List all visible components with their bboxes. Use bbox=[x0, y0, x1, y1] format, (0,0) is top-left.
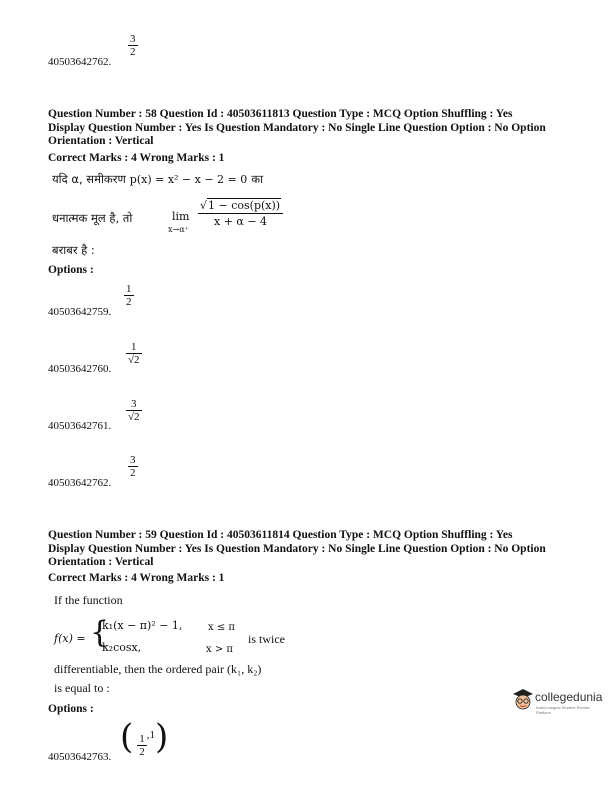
fraction-denominator: √2 bbox=[128, 354, 140, 366]
case-1-condition: x ≤ π bbox=[208, 622, 235, 633]
after-cases-text: is twice bbox=[248, 632, 285, 646]
fraction-denominator: 2 bbox=[126, 296, 132, 308]
option-fraction[interactable] bbox=[124, 283, 134, 308]
fraction-numerator: 3 bbox=[131, 398, 137, 410]
limit-subscript: x→α⁺ bbox=[168, 225, 189, 234]
option-id: 40503642759. bbox=[48, 306, 112, 318]
fraction-numerator: 1 bbox=[126, 283, 132, 295]
case-2-condition: x > π bbox=[206, 644, 233, 655]
case-1: k₁(x − π)² − 1, bbox=[102, 619, 183, 632]
option-id: 40503642760. bbox=[48, 363, 112, 375]
fraction-denominator: √2 bbox=[128, 411, 140, 423]
limit-symbol: lim bbox=[172, 210, 190, 223]
question-58-text-line3: बराबर है : bbox=[52, 243, 95, 257]
header-line: Display Question Number : Yes Is Question Mandatory : No Single Line Question Option : No Option bbox=[48, 121, 546, 134]
option-ordered-pair[interactable]: ( $\frac{1}{2}$ $^{,1}$) bbox=[120, 717, 169, 758]
fraction-denominator: 2 bbox=[130, 467, 136, 479]
option-id: 40503642763. bbox=[48, 751, 112, 763]
question-59-line3: is equal to : bbox=[54, 681, 110, 695]
fraction-numerator: √1 − cos(p(x)) bbox=[200, 199, 281, 212]
question-59-intro: If the function bbox=[54, 593, 123, 607]
fraction-numerator: 3 bbox=[130, 454, 136, 466]
sqrt-radicand: 1 − cos(p(x)) bbox=[208, 199, 281, 212]
question-58-text-line2: धनात्मक मूल है, तो bbox=[52, 211, 133, 225]
options-label: Options : bbox=[48, 264, 94, 276]
logo-tagline: India's largest Student Review Platform bbox=[536, 705, 590, 715]
header-line: Orientation : Vertical bbox=[48, 135, 154, 147]
fraction-denominator: x + α − 4 bbox=[214, 215, 268, 228]
header-line: Question Number : 58 Question Id : 40503611813 Question Type : MCQ Option Shuffling : Yes bbox=[48, 108, 513, 120]
options-label: Options : bbox=[48, 703, 94, 715]
logo-text: collegedunia bbox=[535, 690, 603, 704]
question-58-header bbox=[48, 108, 588, 149]
brace-symbol: { bbox=[90, 615, 110, 650]
option-fraction[interactable] bbox=[126, 398, 142, 423]
question-59-line2: differentiable, then the ordered pair (k₁, k₂) bbox=[54, 662, 262, 676]
pair-second-value: 1 bbox=[149, 729, 156, 741]
option-id: 40503642762. bbox=[48, 56, 112, 68]
option-id: 40503642761. bbox=[48, 420, 112, 432]
question-59-header bbox=[48, 529, 588, 570]
close-paren: ) bbox=[155, 717, 169, 757]
fraction-numerator: 1 bbox=[139, 733, 145, 745]
option-id: 40503642762. bbox=[48, 477, 112, 489]
question-58-text-line1 bbox=[52, 170, 263, 188]
case-2: k₂cosx, bbox=[102, 641, 142, 654]
hindi-text: यदि α, समीकरण bbox=[52, 172, 126, 186]
option-fraction[interactable] bbox=[126, 341, 142, 366]
hindi-text: का bbox=[251, 172, 264, 186]
fraction-numerator: 3 bbox=[130, 33, 136, 45]
fraction-numerator: 1 bbox=[131, 341, 137, 353]
fraction-denominator: 2 bbox=[139, 746, 145, 758]
fraction-denominator: 2 bbox=[130, 46, 136, 58]
option-fraction[interactable] bbox=[128, 454, 138, 479]
function-label: f(x) = bbox=[54, 632, 86, 645]
limit-fraction bbox=[198, 198, 283, 229]
collegedunia-logo bbox=[512, 688, 604, 714]
header-line: Orientation : Vertical bbox=[48, 556, 154, 568]
open-paren: ( bbox=[120, 717, 134, 757]
question-59-marks: Correct Marks : 4 Wrong Marks : 1 bbox=[48, 572, 225, 584]
option-fraction bbox=[137, 733, 147, 758]
header-line: Display Question Number : Yes Is Question Mandatory : No Single Line Question Option : No Option bbox=[48, 542, 546, 555]
graduate-face-icon bbox=[512, 688, 534, 712]
question-58-marks: Correct Marks : 4 Wrong Marks : 1 bbox=[48, 152, 225, 164]
option-fraction bbox=[128, 33, 138, 58]
equation: p(x) = x² − x − 2 = 0 bbox=[129, 173, 248, 186]
header-line: Question Number : 59 Question Id : 40503611814 Question Type : MCQ Option Shuffling : Yes bbox=[48, 529, 513, 541]
